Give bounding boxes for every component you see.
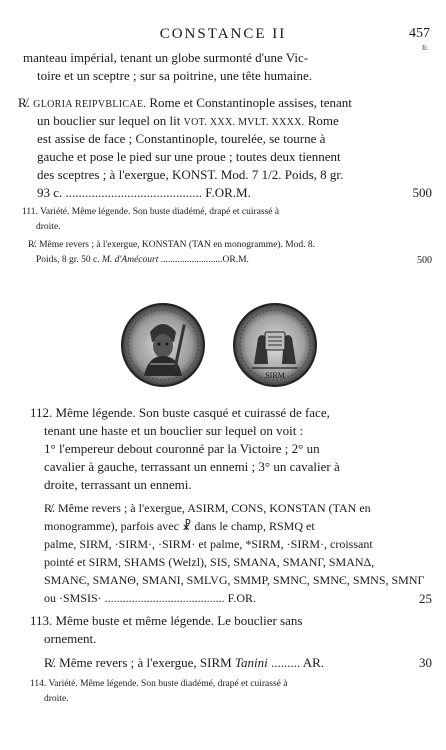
text-line: cavalier à gauche, terrassant un ennemi ; 3° un cavalier à: [44, 459, 340, 474]
coin-reverse-image: [232, 302, 318, 388]
text-line: toire et un sceptre ; sur sa poitrine, une tête humaine.: [37, 68, 313, 83]
text-line: manteau impérial, tenant un globe surmonté d'une Vic-: [23, 50, 309, 65]
running-title: CONSTANCE II: [159, 26, 287, 42]
text-span: Poids, 8 gr. 50 c.: [36, 255, 102, 265]
text-line: ornement.: [44, 631, 97, 646]
text-line: [36, 255, 249, 265]
text-line: [37, 113, 339, 129]
text-line: droite, terrassant un ennemi.: [44, 477, 192, 492]
text-span: R̸. Même revers ; à l'exergue, SIRM: [44, 655, 235, 670]
text-span: ......... AR.: [267, 655, 325, 670]
text-line: monogramme), parfois avec ☧ dans le champ, RSMQ et: [44, 519, 315, 533]
legend-text: GLORIA REIPVBLICAE.: [33, 99, 147, 110]
text-span: un bouclier sur lequel on lit: [37, 113, 184, 128]
text-line: SMANЄ, SMANΘ, SMANI, SMLVG, SMMP, SMNC, SMNЄ, SMNS, SMNΓ: [44, 573, 425, 587]
text-line: ou ·SMSIS· ........................................ F.OR.: [44, 591, 257, 605]
text-line: R̸. Même revers ; à l'exergue, KONSTAN (TAN en monogramme). Mod. 8.: [28, 240, 316, 250]
text-line: [44, 655, 324, 671]
text-line: 93 c. .......................................... F.OR.M.: [37, 185, 251, 200]
price: 25: [419, 591, 432, 606]
text-line: 111. Variété. Même légende. Son buste diadémé, drapé et cuirassé à: [22, 207, 280, 217]
text-line: 1° l'empereur debout couronné par la Victoire ; 2° un: [44, 441, 320, 456]
text-line: droite.: [44, 694, 69, 704]
text-line: 113. Même buste et même légende. Le bouclier sans: [30, 613, 303, 628]
reverse-mark: R̸.: [18, 95, 30, 110]
text-line: palme, SIRM, ·SIRM·, ·SIRM· et palme, *SIRM, ·SIRM·, croissant: [44, 537, 373, 551]
legend-text: VOT. XXX. MVLT. XXXX.: [183, 117, 305, 128]
text-line: tenant une haste et un bouclier sur lequel on voit :: [44, 423, 304, 438]
text-span: ..........................OR.M.: [158, 255, 249, 265]
text-span: Rome: [304, 113, 339, 128]
text-line: droite.: [36, 222, 61, 232]
coin-obverse-image: [120, 302, 206, 388]
page-subscript: fr.: [421, 44, 428, 52]
price: 500: [417, 255, 432, 266]
text-line: pointé et SIRM, SHAMS (Welzl), SIS, SMANA, SMANΓ, SMANΔ,: [44, 555, 375, 569]
collection-name: Tanini: [234, 655, 268, 670]
coin-illustrations: [0, 302, 446, 392]
price: 500: [412, 185, 432, 200]
page-number: 457: [409, 26, 430, 41]
price: 30: [419, 655, 432, 670]
text-line: est assise de face ; Constantinople, tourelée, se tourne à: [37, 131, 326, 146]
coin-exergue: SIRM: [265, 371, 285, 380]
collection-name: M. d'Amécourt: [101, 255, 159, 265]
text-line: [18, 95, 352, 111]
text-line: des sceptres ; à l'exergue, KONST. Mod. 7 1/2. Poids, 8 gr.: [37, 167, 344, 182]
text-line: gauche et pose le pied sur une proue ; toutes deux tiennent: [37, 149, 341, 164]
text-line: 114. Variété. Même légende. Son buste diadémé, drapé et cuirassé à: [30, 679, 288, 689]
text-line: R̸. Même revers ; à l'exergue, ASIRM, CONS, KONSTAN (TAN en: [44, 501, 371, 515]
text-span: Rome et Constantinople assises, tenant: [146, 95, 352, 110]
text-line: 112. Même légende. Son buste casqué et cuirassé de face,: [30, 405, 330, 420]
